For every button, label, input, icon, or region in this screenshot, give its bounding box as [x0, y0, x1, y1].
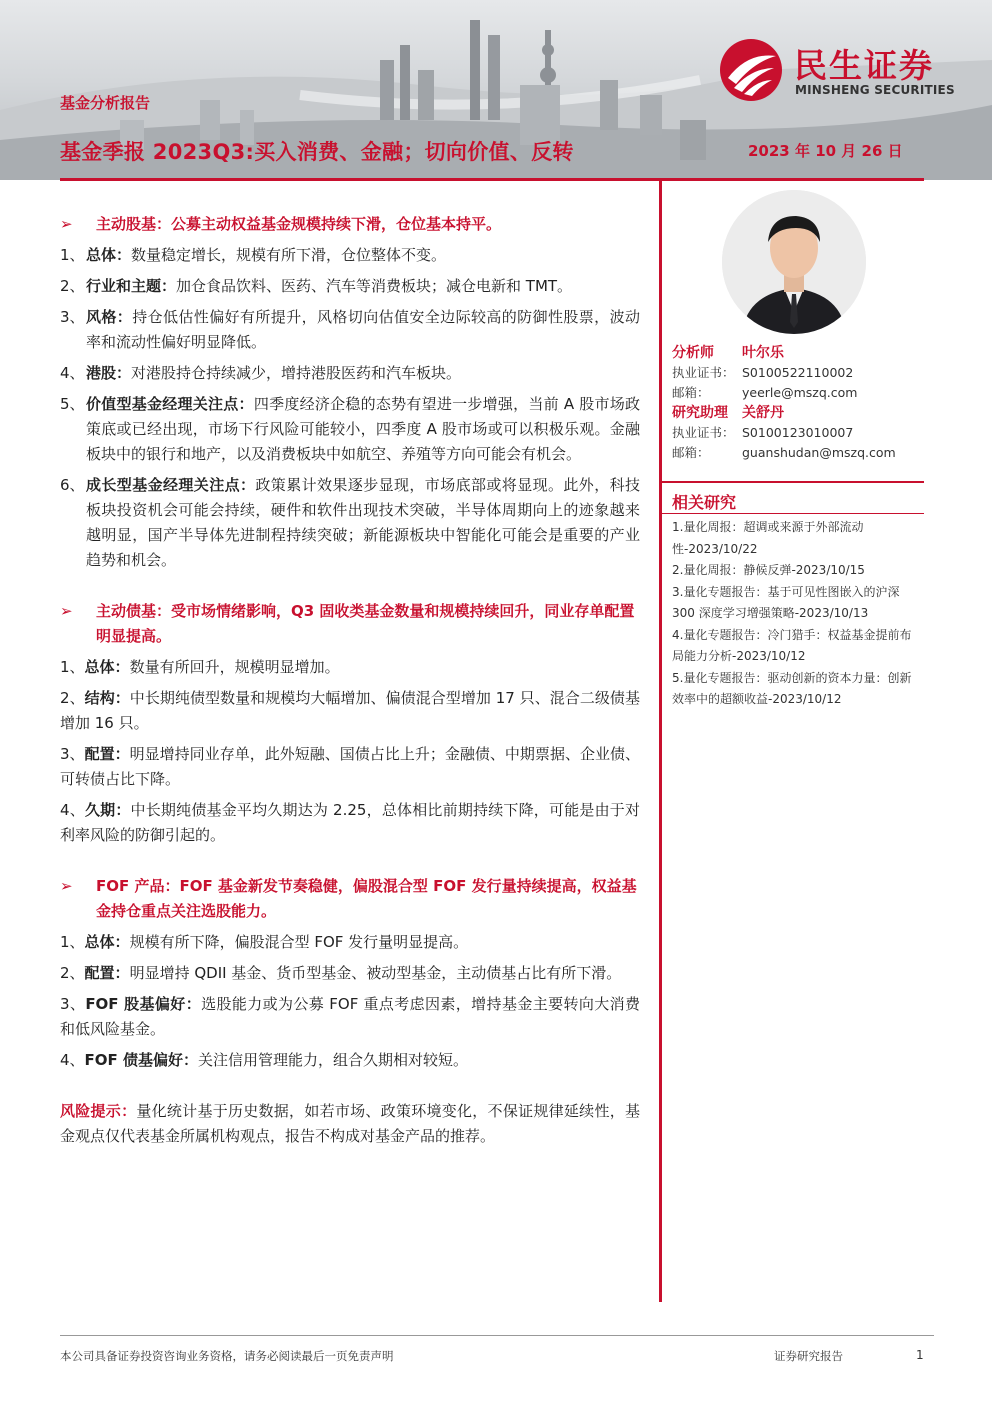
report-date: 2023 年 10 月 26 日	[748, 142, 903, 160]
analyst-portrait-icon	[722, 190, 866, 334]
sidebar-divider	[662, 513, 924, 514]
analyst-name: 叶尔乐	[742, 345, 784, 361]
list-item: 4、久期：中长期纯债基金平均久期达为 2.25，总体相比前期持续下降，可能是由于对利率风险的防御引起的。	[60, 801, 640, 844]
assistant-email[interactable]: guanshudan@mszq.com	[742, 445, 896, 460]
list-item: 1、总体：规模有所下降，偏股混合型 FOF 发行量明显提高。	[60, 933, 469, 951]
arrow-bullet-icon: ➢	[60, 215, 73, 233]
list-item: 3、配置：明显增持同业存单，此外短融、国债占比上升；金融债、中期票据、企业债、可转债占比下降。	[60, 745, 640, 788]
assistant-cert: S0100123010007	[742, 425, 854, 440]
main-content	[60, 208, 640, 1149]
list-item: 2、配置：明显增持 QDII 基金、货币型基金、被动型基金，主动债基占比有所下滑。	[60, 964, 622, 982]
list-item: 5、 价值型基金经理关注点：四季度经济企稳的态势有望进一步增强，当前 A 股市场政策底或已经出现，市场下行风险可能较小，四季度 A 股市场或可以积极乐观。金融板块中的银行和地产，以及消费板块中如航空、养殖等方向可能会有机会。	[60, 395, 640, 463]
email-label: 邮箱：	[672, 445, 710, 460]
list-item: 1、 总体：数量稳定增长，规模有所下滑，仓位整体不变。	[60, 246, 447, 264]
cert-label: 执业证书：	[672, 425, 735, 440]
arrow-bullet-icon: ➢	[60, 602, 73, 620]
sidebar-divider	[662, 481, 924, 483]
analyst-cert: S0100522110002	[742, 365, 854, 380]
section-heading-fof: ➢ FOF 产品：FOF 基金新发节奏稳健，偏股混合型 FOF 发行量持续提高，权益基金持仓重点关注选股能力。	[60, 874, 640, 924]
related-item[interactable]: 3.量化专题报告：基于可见性图嵌入的沪深300 深度学习增强策略-2023/10/13	[672, 584, 900, 620]
company-logo	[718, 38, 968, 102]
footer-disclaimer: 本公司具备证券投资咨询业务资格，请务必阅读最后一页免责声明	[60, 1349, 394, 1363]
logo-text-en: MINSHENG SECURITIES	[795, 83, 955, 97]
footer-report-label: 证券研究报告	[774, 1349, 843, 1363]
page-number: 1	[916, 1348, 924, 1362]
related-item[interactable]: 2.量化周报：静候反弹-2023/10/15	[672, 563, 865, 577]
related-research-heading: 相关研究	[672, 493, 737, 512]
list-item: 4、 港股：对港股持仓持续减少，增持港股医药和汽车板块。	[60, 364, 462, 382]
list-item: 3、FOF 股基偏好：选股能力或为公募 FOF 重点考虑因素，增持基金主要转向大消费和低风险基金。	[60, 995, 640, 1038]
email-label: 邮箱：	[672, 385, 710, 400]
assistant-name: 关舒丹	[742, 405, 784, 421]
header-divider	[60, 178, 924, 181]
section-heading-equity: ➢ 主动股基：公募主动权益基金规模持续下滑，仓位基本持平。	[60, 212, 640, 237]
list-item: 3、 风格：持仓低估性偏好有所提升，风格切向估值安全边际较高的防御性股票，波动率和流动性偏好明显降低。	[60, 308, 640, 351]
footer-divider	[60, 1335, 934, 1336]
column-divider	[659, 181, 662, 1302]
report-type: 基金分析报告	[60, 94, 151, 112]
analyst-email[interactable]: yeerle@mszq.com	[742, 385, 858, 400]
list-item: 4、FOF 债基偏好：关注信用管理能力，组合久期相对较短。	[60, 1051, 469, 1069]
arrow-bullet-icon: ➢	[60, 877, 73, 895]
logo-text-cn: 民生证券	[794, 46, 934, 85]
risk-warning: 风险提示：量化统计基于历史数据，如若市场、政策环境变化，不保证规律延续性，基金观点仅代表基金所属机构观点，报告不构成对基金产品的推荐。	[60, 1102, 640, 1145]
related-item[interactable]: 4.量化专题报告：冷门猎手：权益基金提前布局能力分析-2023/10/12	[672, 627, 912, 663]
list-item: 2、结构：中长期纯债型数量和规模均大幅增加、偏债混合型增加 17 只、混合二级债基增加 16 只。	[60, 689, 640, 732]
list-item: 2、 行业和主题：加仓食品饮料、医药、汽车等消费板块；减仓电新和 TMT。	[60, 277, 573, 295]
analyst-info	[672, 343, 924, 463]
related-item[interactable]: 1.量化周报：超调或来源于外部流动性-2023/10/22	[672, 520, 864, 556]
section-heading-bond: ➢ 主动债基：受市场情绪影响，Q3 固收类基金数量和规模持续回升，同业存单配置明显提高。	[60, 599, 640, 649]
list-item: 6、 成长型基金经理关注点：政策累计效果逐步显现，市场底部或将显现。此外，科技板块投资机会可能会持续，硬件和软件出现技术突破，半导体周期向上的迹象越来越明显，国产半导体先进制程持续突破；新能源板块中智能化可能会是重要的产业趋势和机会。	[60, 476, 640, 569]
related-item[interactable]: 5.量化专题报告：驱动创新的资本力量：创新效率中的超额收益-2023/10/12	[672, 670, 912, 706]
analyst-photo	[722, 190, 866, 334]
minsheng-logo-icon	[718, 38, 784, 102]
assistant-role: 研究助理	[672, 405, 728, 421]
analyst-role: 分析师	[672, 345, 714, 361]
report-title: 基金季报 2023Q3:买入消费、金融；切向价值、反转	[60, 140, 574, 164]
cert-label: 执业证书：	[672, 365, 735, 380]
list-item: 1、总体：数量有所回升，规模明显增加。	[60, 658, 340, 676]
related-research-list	[672, 517, 920, 711]
